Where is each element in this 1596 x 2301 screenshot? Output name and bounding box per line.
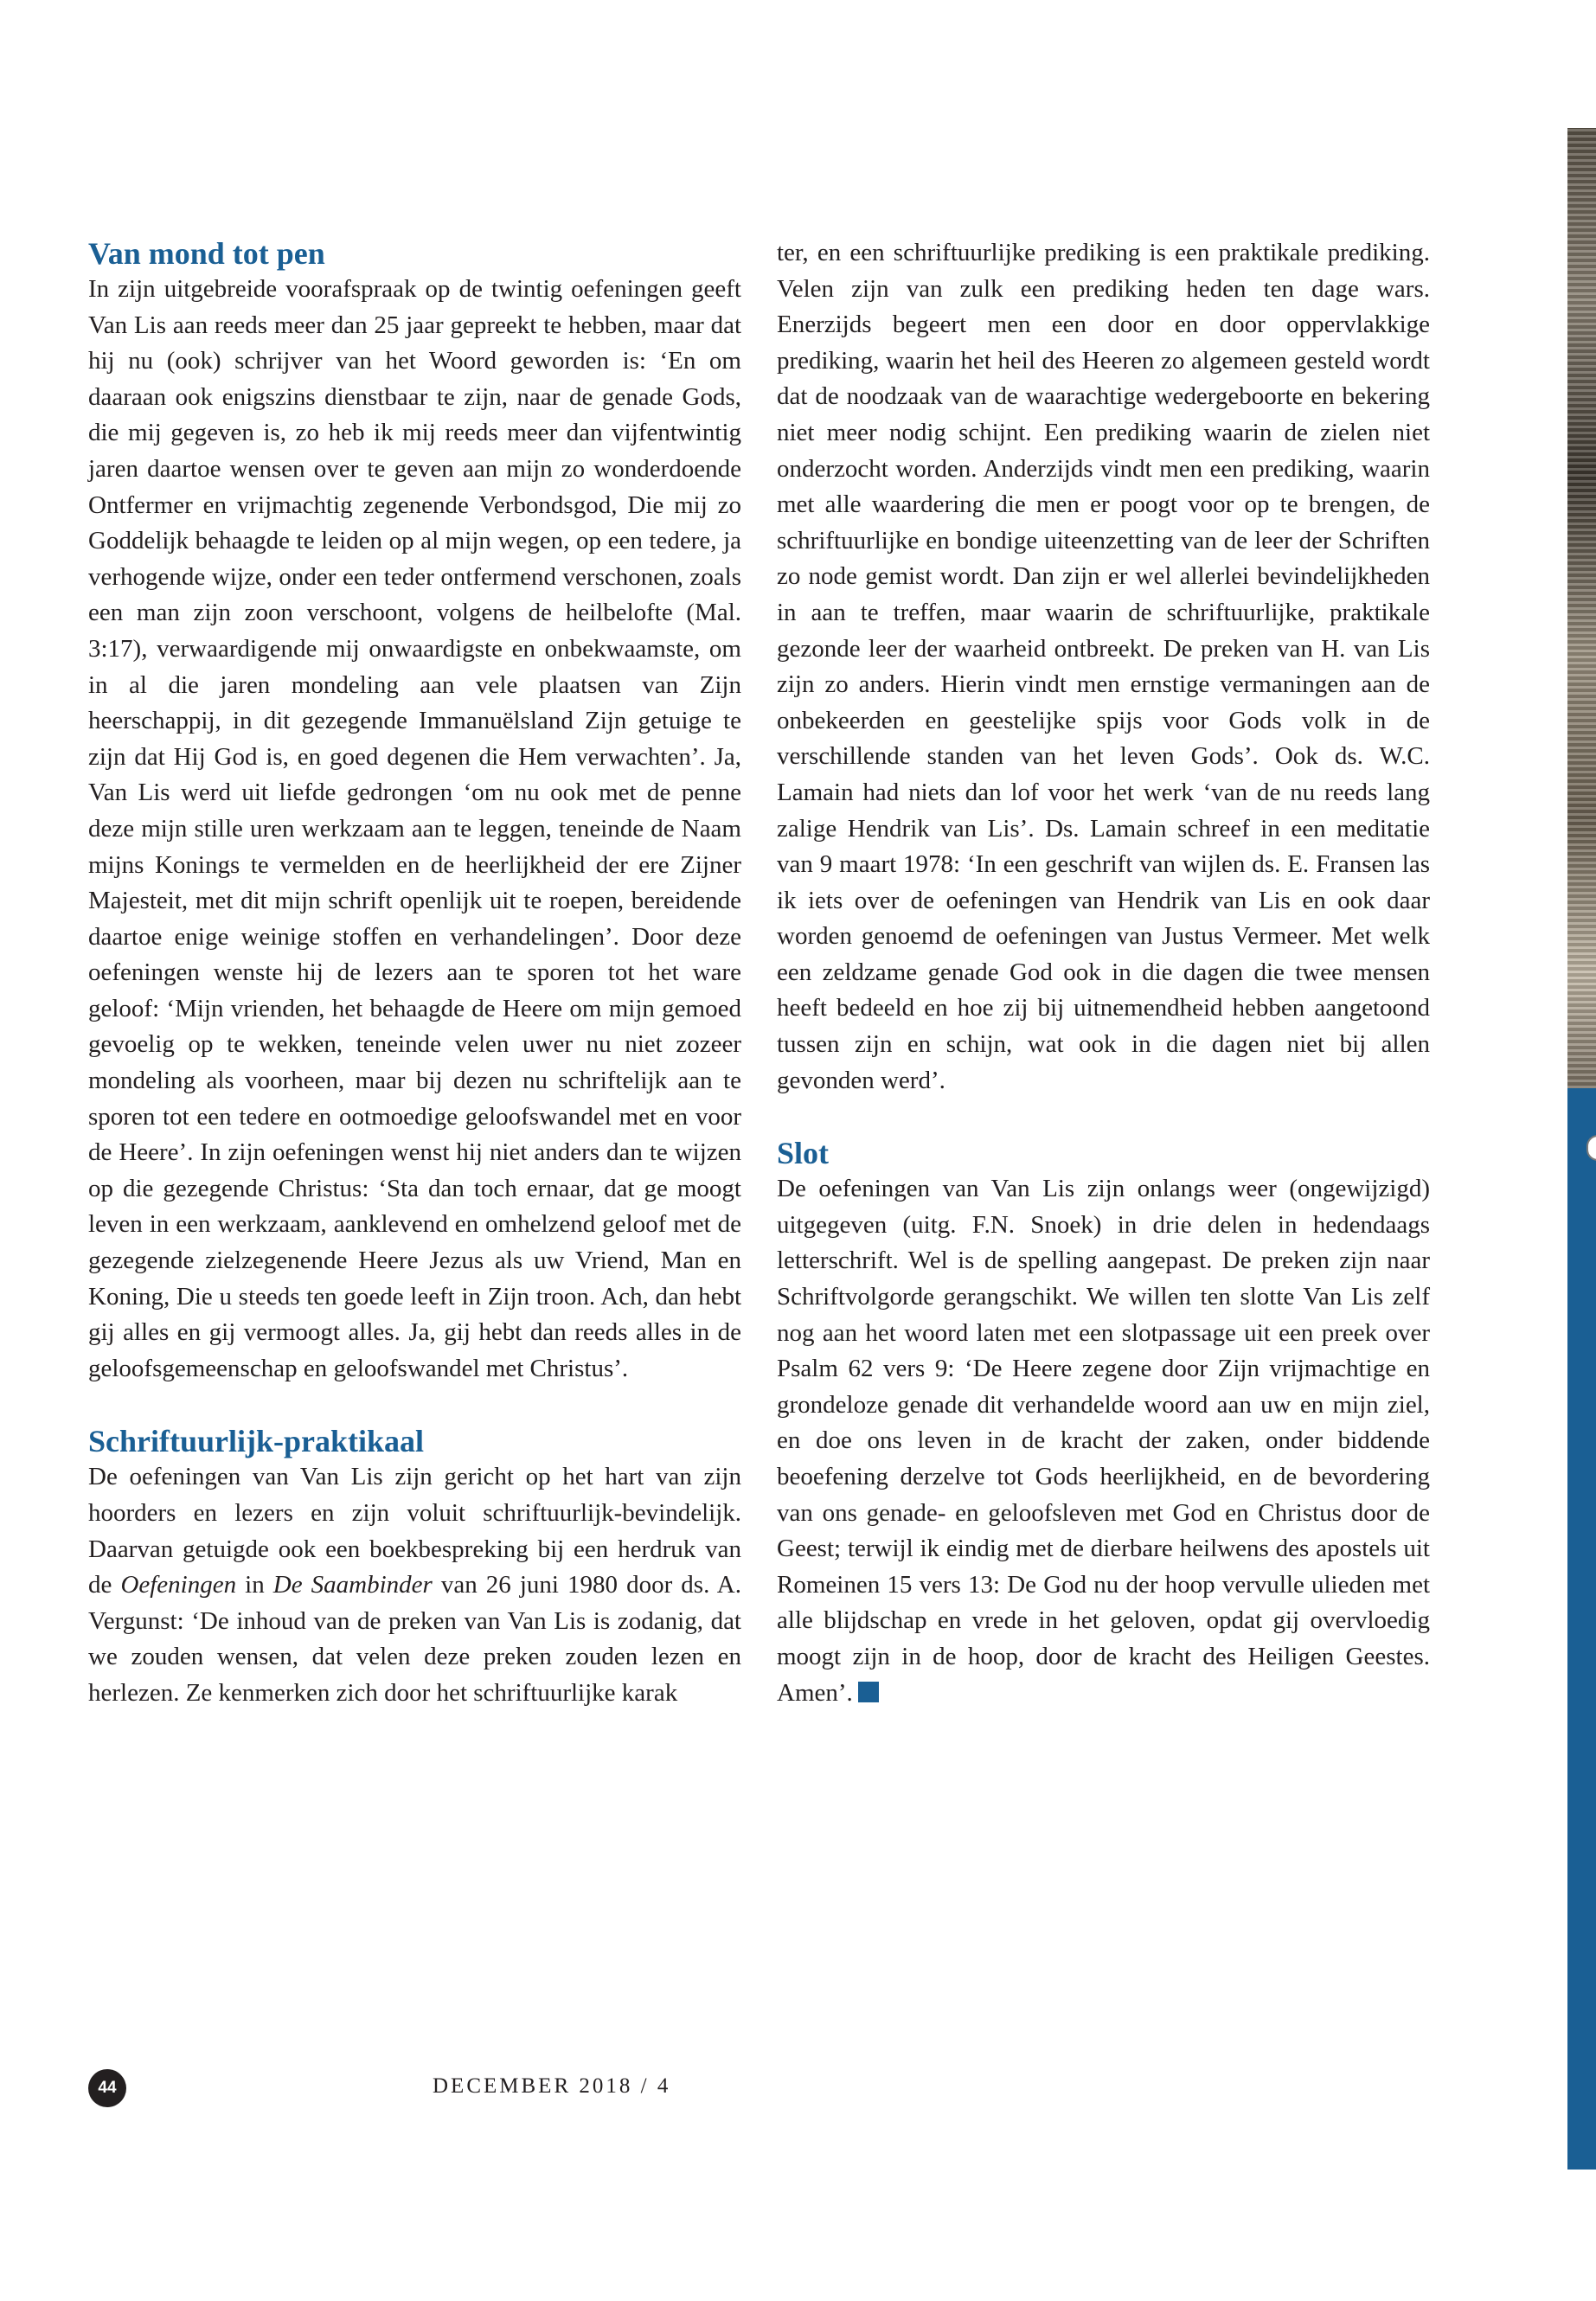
edge-photo-strip — [1567, 128, 1596, 1088]
section-title-slot: Slot — [777, 1136, 830, 1171]
end-of-article-mark — [858, 1682, 879, 1702]
paragraph-van-mond-tot-pen: In zijn uitgebreide voorafspraak op de twintig oefeningen geeft Van Lis aan reeds meer dan 25 jaar gepreekt te hebben, maar dat hij nu (ook) schrijver van het Woord geworden is: ‘En om daaraan ook enigszins dienstbaar te zijn, naar de genade Gods, die mij gegeven is, zo heb ik mij reeds meer dan vijfentwintig jaren daartoe wensen over te geven aan mijn zo wonderdoende Ontfermer en vrijmachtig zegenende Verbondsgod, Die mij zo Goddelijk behaagde te leiden op al mijn wegen, op een tedere, ja verhogende wijze, onder een teder ontfermend verschonen, zoals een man zijn zoon verschoont, volgens de heilbelofte (Mal. 3:17), verwaardigende mij onwaardigste en onbekwaamste, om in al die jaren mondeling aan vele plaatsen van Zijn heerschappij, in dit gezegende Immanuëlsland Zijn getuige te zijn dat Hij God is, en goed degenen die Hem verwachten’. Ja, Van Lis werd uit liefde gedrongen ‘om nu ook met de penne deze mijn stille uren werkzaam aan te leggen, teneinde de Naam mijns Konings te vermelden en de heerlijkheid der ere Zijner Majesteit, met dit mijn schrift openlijk uit te roepen, bereidende daartoe enige weinige stoffen en verhandelingen’. Door deze oefeningen wenste hij de lezers aan te sporen tot het ware geloof: ‘Mijn vrienden, het behaagde de Heere om mijn gemoed gevoelig op te wekken, teneinde velen uwer nu niet zozeer mondeling als voorheen, maar bij dezen nu schriftelijk aan te sporen tot een tedere en ootmoedige geloofswandel met en voor de Heere’. In zijn oefeningen wenst hij niet anders dan te wijzen op die gezegende Christus: ‘Sta dan toch ernaar, dat ge moogt leven in een werkzaam, aanklevend en omhelzend geloof met de gezegende zielzegenende Heere Jezus als uw Vriend, Man en Koning, Die u steeds ten goede leeft in Zijn troon. Ach, dan hebt gij alles en gij vermoogt alles. Ja, gij hebt dan reeds alles in de geloofsgemeenschap en geloofswandel met Christus’. — [88, 275, 741, 1382]
right-column — [777, 235, 1430, 1711]
paragraph-schriftuurlijk-praktikaal — [88, 1459, 741, 1711]
italic-title-saambinder: De Saambinder — [272, 1571, 433, 1599]
paragraph-schriftuurlijk-continued: ter, en een schriftuurlijke prediking is een praktikale prediking. Velen zijn van zulk een prediking heden ten dage wars. Enerzijds begeert men een door en door oppervlakkige prediking, waarin het heil des Heeren zo algemeen gesteld wordt dat de noodzaak van de waarachtige wedergeboorte en bekering niet meer nodig schijnt. Een prediking waarin de zielen niet onderzocht worden. Anderzijds vindt men een prediking, waarin met alle waardering die men er poogt voor op te brengen, de schriftuurlijke en bondige uiteenzetting van de leer der Schriften zo node gemist wordt. Dan zijn er wel allerlei bevindelijkheden in aan te treffen, maar waarin de schriftuurlijke, praktikale gezonde leer der waarheid ontbreekt. De preken van H. van Lis zijn zo anders. Hierin vindt men ernstige vermaningen aan de onbekeerden en geestelijke spijs voor Gods volk in de verschillende standen van het leven Gods’. Ook ds. W.C. Lamain had niets dan lof voor het werk ‘van de nu reeds lang zalige Hendrik van Lis’. Ds. Lamain schreef in een meditatie van 9 maart 1978: ‘In een geschrift van wijlen ds. E. Fransen las ik iets over de oefeningen van Hendrik van Lis en ook daar worden genoemd de oefeningen van Justus Vermeer. Met welk een zeldzame genade God ook in die dagen die twee mensen heeft bedeeld en hoe zij bij uitnemendheid hebben aangetoond tussen zijn en schijn, wat ook in die dagen niet bij allen gevonden werd’. — [777, 239, 1430, 1094]
italic-title-oefeningen: Oefeningen — [120, 1571, 237, 1599]
left-column — [88, 235, 741, 1712]
paragraph-slot — [777, 1171, 1430, 1711]
text-run: De oefeningen van Van Lis zijn gericht op het hart van zijn hoorders en lezers en zijn voluit schriftuurlijk-bevindelijk. Daarvan getuigde ook een boekbespreking bij een herdruk van de — [88, 1463, 741, 1599]
issue-footer: DECEMBER 2018 / 4 — [433, 2074, 671, 2098]
page-number: 44 — [88, 2069, 126, 2107]
text-run: De oefeningen van Van Lis zijn onlangs weer (ongewijzigd) uitgegeven (uitg. F.N. Snoek) in drie delen in hedendaags letterschrift. Wel is de spelling aangepast. De preken zijn naar Schriftvolgorde gerangschikt. We willen ten slotte Van Lis zelf nog aan het woord laten met een slotpassage uit een preek over Psalm 62 vers 9: ‘De Heere zegene door Zijn vrijmachtige en grondeloze genade dit verhandelde woord aan uw en mijn ziel, en doe ons leven in de kracht der zaken, onder biddende beoefening derzelve tot Gods heerlijkheid, en de bevordering van ons genade- en geloofsleven met God en Christus door de Geest; terwijl ik eindig met de dierbare heilwens des apostels uit Romeinen 15 vers 13: De God nu der hoop vervulle ulieden met alle blijdschap en vrede in het geloven, opdat gij overvloedig moogt zijn in de hoop, door de kracht des Heiligen Geestes. Amen’. — [777, 1175, 1430, 1707]
section-title-schriftuurlijk-praktikaal: Schriftuurlijk-praktikaal — [88, 1424, 425, 1459]
section-title-van-mond-tot-pen: Van mond tot pen — [88, 236, 325, 271]
text-run: van 26 juni 1980 door ds. A. Vergunst: ‘De inhoud van de preken van Van Lis is zodanig, dat we zouden wensen, dat velen deze preken zouden lezen en herlezen. Ze kenmerken zich door het schriftuurlijke karak — [88, 1571, 741, 1707]
edge-color-band — [1567, 1088, 1596, 2170]
text-run: in — [236, 1571, 273, 1599]
